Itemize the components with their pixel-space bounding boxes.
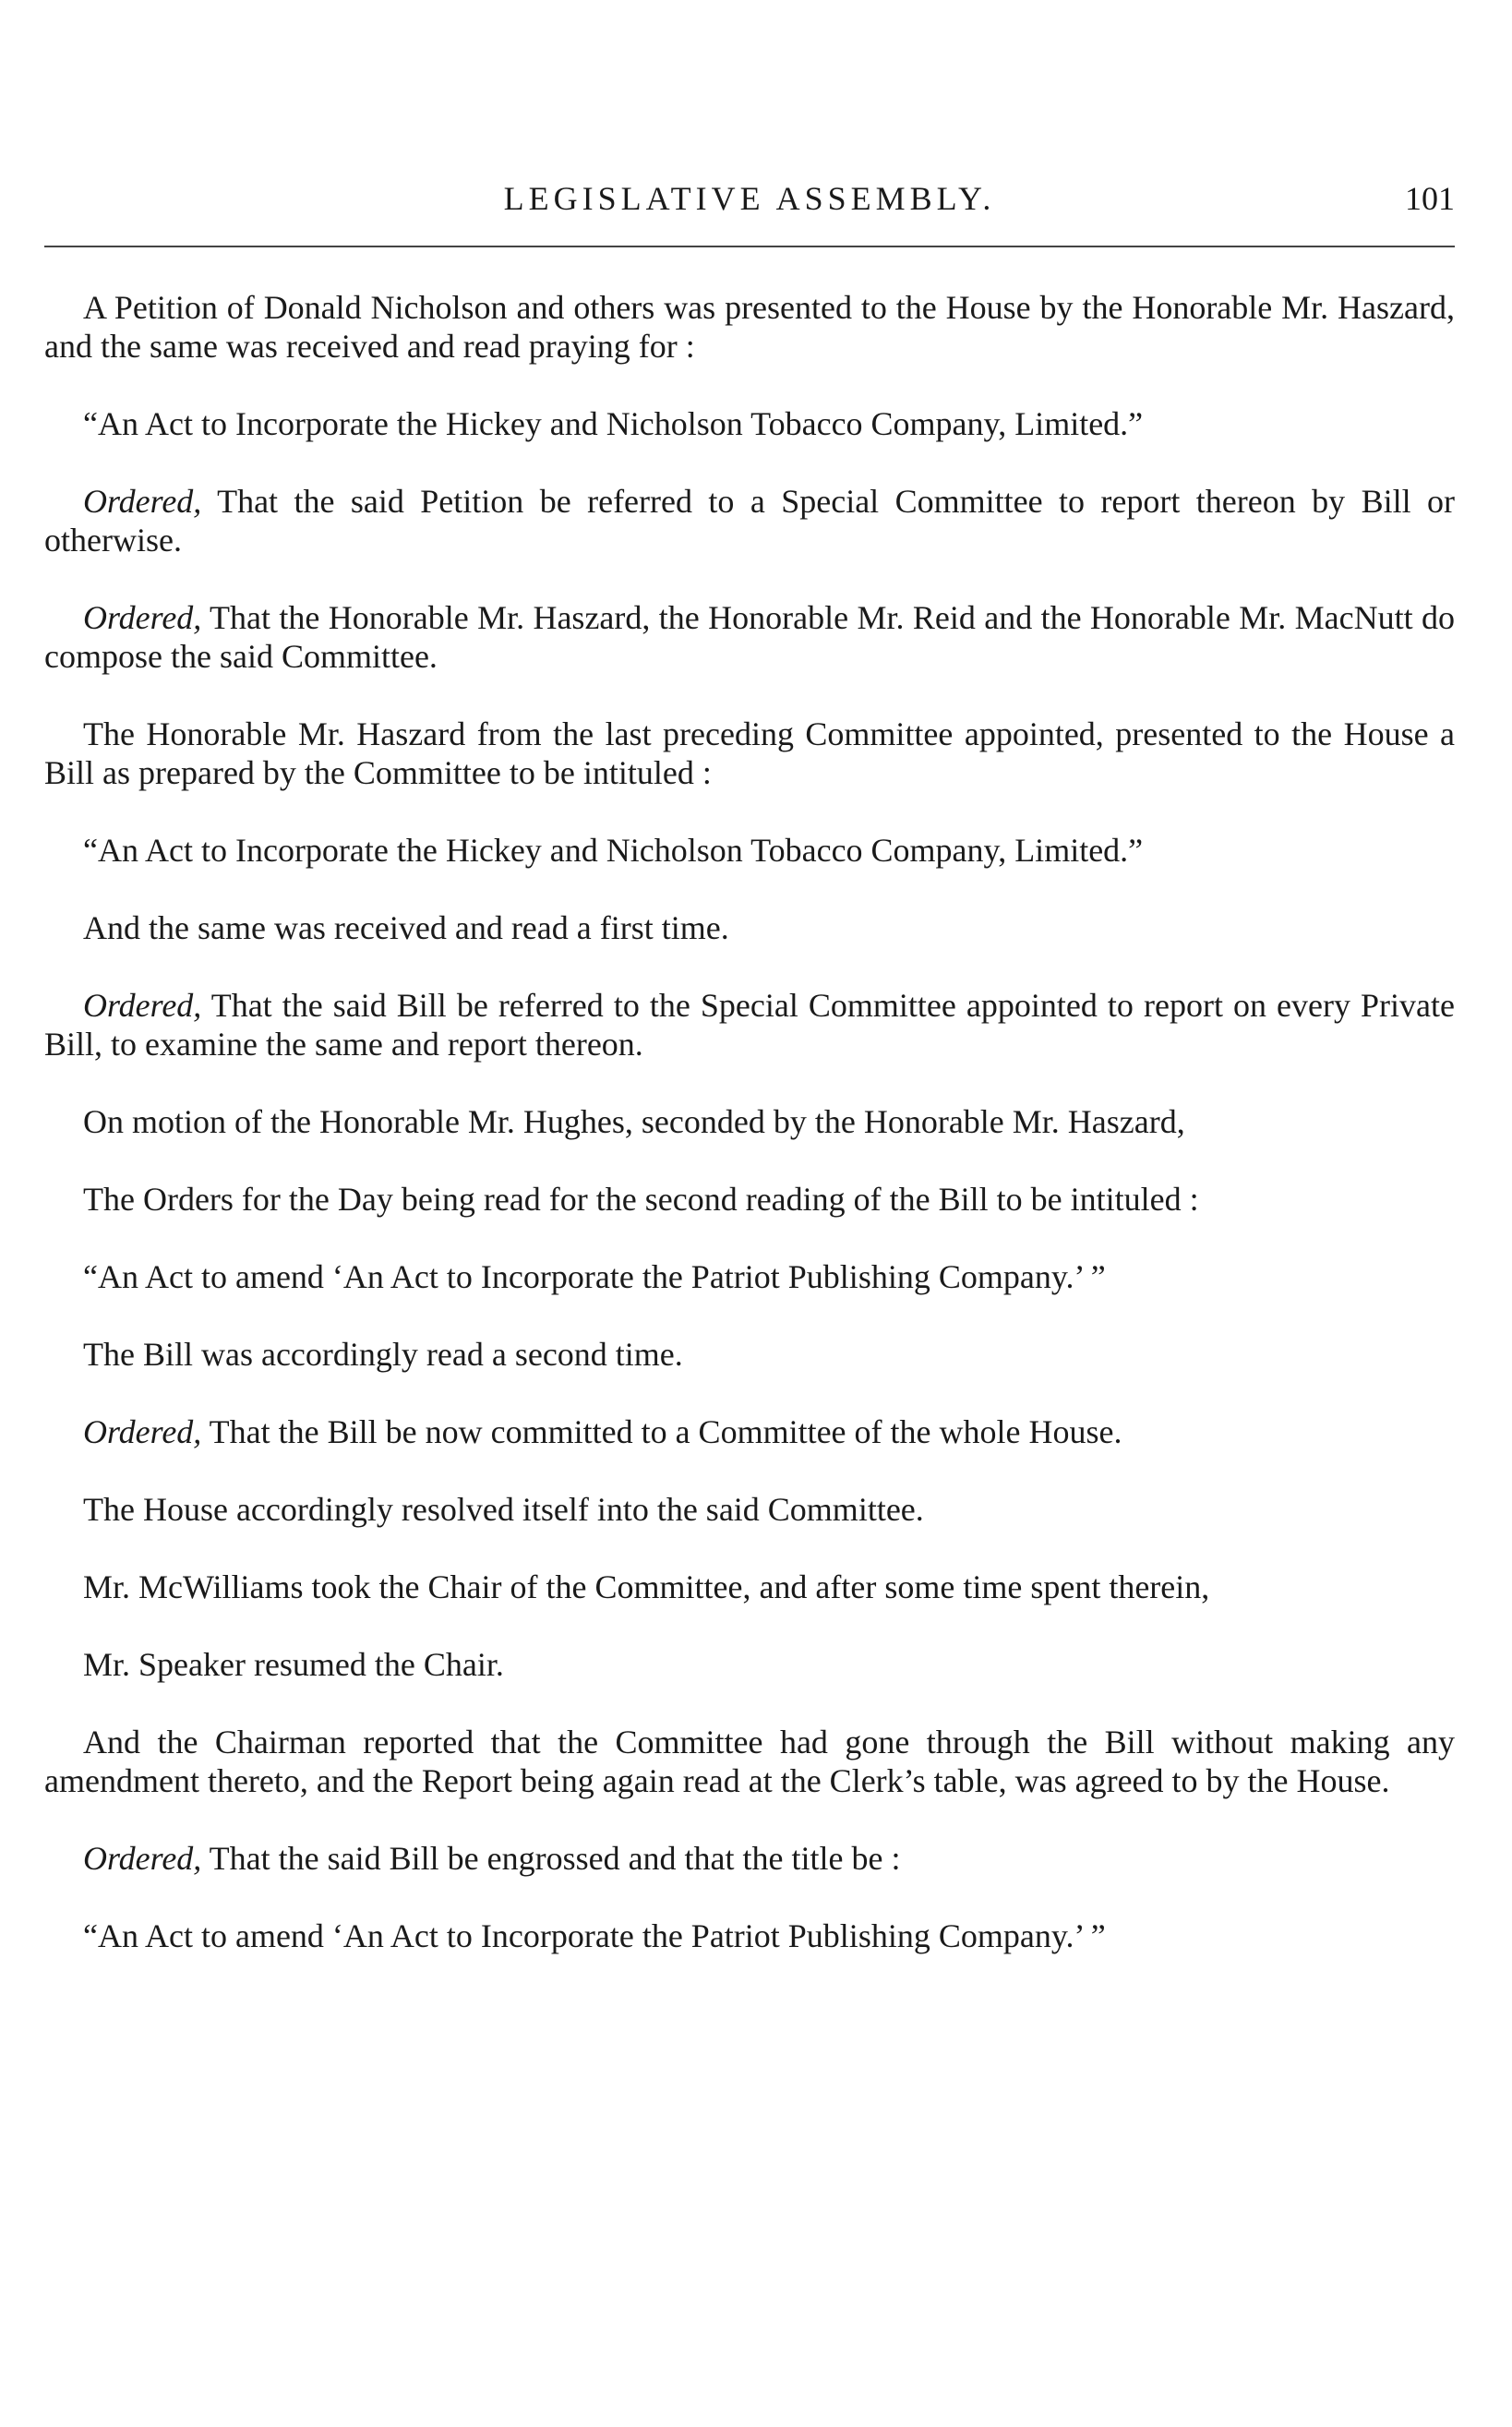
paragraph-bill-presented: The Honorable Mr. Haszard from the last preceding Committee appointed, presented to the House a Bill as prepared by the Committee to be intituled :	[44, 715, 1455, 791]
paragraph-house-resolved: The House accordingly resolved itself into the said Committee.	[83, 1491, 924, 1528]
paragraph-orders-of-day: The Orders for the Day being read for the second reading of the Bill to be intituled :	[83, 1181, 1199, 1218]
paragraph-act-title: “An Act to Incorporate the Hickey and Nicholson Tobacco Company, Limited.”	[83, 405, 1144, 442]
paragraph-chairman-report: And the Chairman reported that the Committee had gone through the Bill without making any amendment thereto, and the Report being again read at the Clerk’s table, was agreed to by the House.	[44, 1724, 1455, 1799]
paragraph-ordered-special-committee: Ordered, That the said Bill be referred to the Special Committee appointed to report on every Private Bill, to examine the same and report thereon.	[44, 987, 1455, 1063]
running-head: LEGISLATIVE ASSEMBLY.	[503, 180, 996, 217]
paragraph-ordered-engrossed: Ordered, That the said Bill be engrossed and that the title be :	[83, 1840, 901, 1877]
paragraph-chair-taken: Mr. McWilliams took the Chair of the Committee, and after some time spent therein,	[83, 1568, 1210, 1605]
paragraph-petition: A Petition of Donald Nicholson and others was presented to the House by the Honorable Mr. Haszard, and the same was received and read praying for :	[44, 289, 1455, 365]
header-rule	[44, 246, 1455, 247]
paragraph-first-reading: And the same was received and read a first time.	[83, 909, 729, 946]
page-number: 101	[1405, 180, 1455, 217]
body-text	[44, 288, 1455, 1994]
paragraph-act-title: “An Act to amend ‘An Act to Incorporate the Patriot Publishing Company.’ ”	[83, 1258, 1106, 1295]
paragraph-motion: On motion of the Honorable Mr. Hughes, seconded by the Honorable Mr. Haszard,	[83, 1103, 1185, 1140]
paragraph-ordered-referral: Ordered, That the said Petition be referred to a Special Committee to report thereon by Bill or otherwise.	[44, 483, 1455, 559]
paragraph-ordered-committee: Ordered, That the Honorable Mr. Haszard, the Honorable Mr. Reid and the Honorable Mr. MacNutt do compose the said Committee.	[44, 599, 1455, 675]
paragraph-speaker-resumed: Mr. Speaker resumed the Chair.	[83, 1646, 504, 1683]
paragraph-ordered-whole-house: Ordered, That the Bill be now committed to a Committee of the whole House.	[83, 1413, 1122, 1450]
paragraph-second-reading: The Bill was accordingly read a second time.	[83, 1336, 683, 1373]
page-header	[44, 175, 1455, 222]
paragraph-act-title: “An Act to amend ‘An Act to Incorporate the Patriot Publishing Company.’ ”	[83, 1917, 1106, 1954]
paragraph-act-title: “An Act to Incorporate the Hickey and Nicholson Tobacco Company, Limited.”	[83, 832, 1144, 869]
